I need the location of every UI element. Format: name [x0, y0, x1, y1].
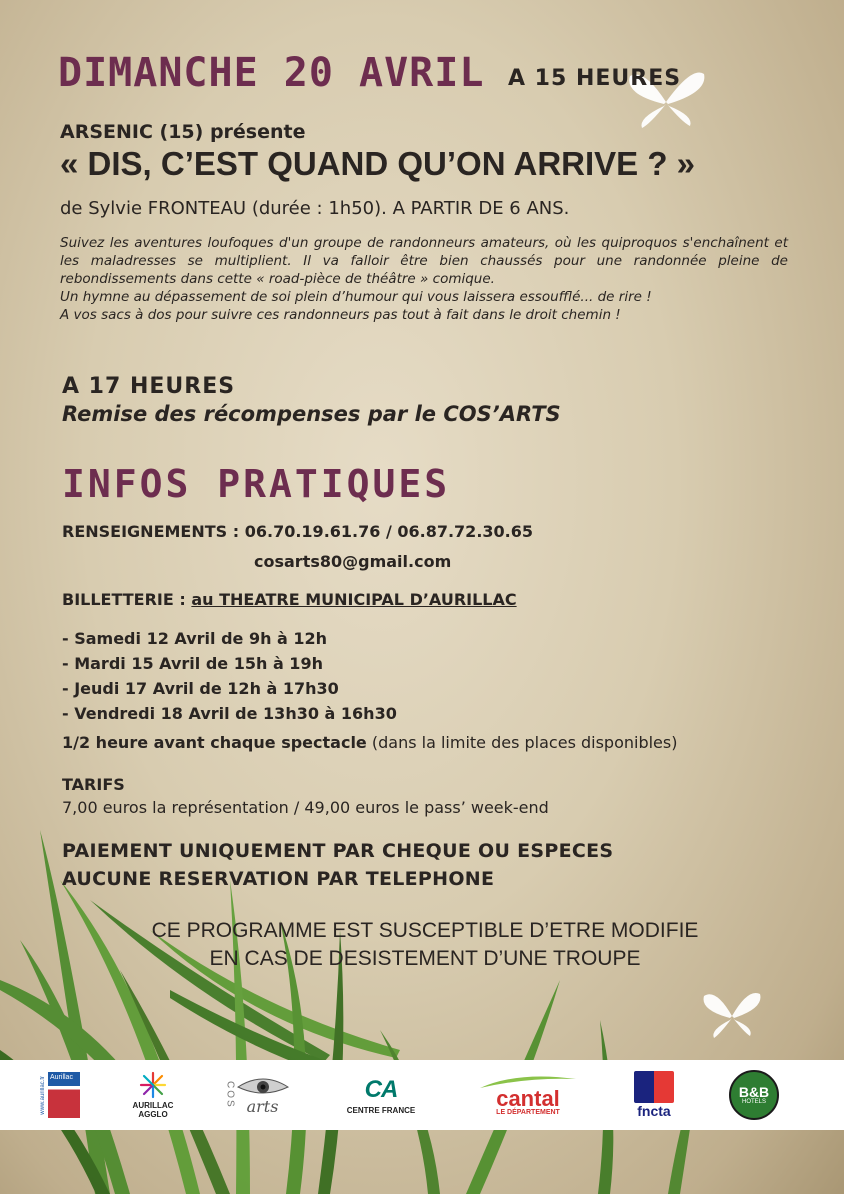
- billetterie-place: au THEATRE MUNICIPAL D’AURILLAC: [191, 590, 517, 609]
- aurillac-emblem: [48, 1072, 80, 1118]
- aurillac-agglo-logo: [128, 1068, 178, 1122]
- cantal-subtitle: LE DÉPARTEMENT: [496, 1108, 560, 1116]
- award-description: Remise des récompenses par le COS’ARTS: [62, 402, 561, 426]
- fncta-emblem: [634, 1071, 674, 1103]
- billetterie-line: [62, 590, 517, 609]
- before-show-rest: (dans la limite des places disponibles): [366, 733, 678, 752]
- ca-mark: CA: [364, 1075, 398, 1103]
- ca-caption: CENTRE FRANCE: [346, 1105, 416, 1115]
- synopsis-paragraph: Un hymne au dépassement de soi plein d’humour qui vous laissera essoufflé... de rire !: [60, 289, 652, 305]
- event-time: A 15 HEURES: [508, 66, 682, 91]
- schedule-item: - Samedi 12 Avril de 9h à 12h: [62, 629, 328, 648]
- tarifs-value: 7,00 euros la représentation / 49,00 euros le pass’ week-end: [62, 798, 549, 817]
- credit-agricole-logo: [336, 1068, 426, 1122]
- before-show-bold: 1/2 heure avant chaque spectacle: [62, 733, 367, 752]
- email-address[interactable]: cosarts80@gmail.com: [254, 552, 452, 571]
- notice-line: CE PROGRAMME EST SUSCEPTIBLE D’ETRE MODIFIE: [151, 919, 699, 942]
- cos-text: COS: [224, 1081, 236, 1109]
- renseignements-line: [62, 522, 533, 541]
- agglo-line-2: AGGLO: [138, 1110, 168, 1119]
- show-title: « DIS, C’EST QUAND QU’ON ARRIVE ? »: [60, 145, 696, 182]
- notice-line: EN CAS DE DESISTEMENT D’UNE TROUPE: [209, 947, 641, 970]
- bb-mark: B&B: [738, 1084, 770, 1100]
- aurillac-name: Aurillac: [50, 1074, 73, 1081]
- show-credits: de Sylvie FRONTEAU (durée : 1h50). A PARTIR DE 6 ANS.: [60, 198, 570, 219]
- billetterie-label: BILLETTERIE :: [62, 590, 186, 609]
- synopsis-paragraph: Suivez les aventures loufoques d'un groupe de randonneurs amateurs, où les quiproquos s'enchaînent et les maladresses se multiplient. Il va falloir être bien chaussés pour une randonnée pleine de rebondissements dans cette « road-pièce de théâtre » comique.: [60, 235, 788, 287]
- tarifs-label: TARIFS: [62, 775, 125, 794]
- schedule-item: - Mardi 15 Avril de 15h à 19h: [62, 654, 323, 673]
- schedule-item: - Vendredi 18 Avril de 13h30 à 16h30: [62, 704, 397, 723]
- sponsor-logo-band: [0, 1060, 844, 1130]
- cos-arts-logo: [222, 1068, 292, 1122]
- cantal-logo: [474, 1068, 582, 1122]
- program-change-notice: [60, 917, 790, 973]
- schedule-item: - Jeudi 17 Avril de 12h à 17h30: [62, 679, 339, 698]
- before-show-line: [62, 733, 677, 752]
- reservation-notice: AUCUNE RESERVATION PAR TELEPHONE: [62, 868, 495, 890]
- fncta-logo: [628, 1068, 680, 1122]
- sunburst-icon: [138, 1071, 168, 1099]
- bb-badge: [729, 1070, 779, 1120]
- agglo-line-1: AURILLAC: [132, 1101, 174, 1110]
- bb-hotels-logo: [728, 1068, 780, 1122]
- phone-numbers: 06.70.19.61.76 / 06.87.72.30.65: [244, 522, 533, 541]
- presenter-line: ARSENIC (15) présente: [60, 121, 306, 143]
- renseignements-label: RENSEIGNEMENTS :: [62, 522, 240, 541]
- award-time: A 17 HEURES: [62, 374, 236, 399]
- fncta-word: fncta: [637, 1103, 671, 1119]
- eye-icon: [236, 1075, 290, 1097]
- synopsis-paragraph: A vos sacs à dos pour suivre ces randonneurs pas tout à fait dans le droit chemin !: [60, 307, 621, 323]
- bb-subtitle: HOTELS: [741, 1099, 766, 1105]
- aurillac-logo: [34, 1068, 86, 1122]
- infos-pratiques-heading: INFOS PRATIQUES: [62, 462, 451, 506]
- aurillac-url: www.aurillac.fr: [40, 1075, 46, 1115]
- synopsis: [60, 234, 788, 324]
- butterfly-icon: [700, 988, 764, 1044]
- event-date-heading: DIMANCHE 20 AVRIL: [58, 50, 485, 96]
- cantal-word: cantal: [496, 1085, 560, 1111]
- schedule-list: [62, 626, 397, 726]
- cos-arts-word: arts: [246, 1096, 279, 1116]
- payment-notice: PAIEMENT UNIQUEMENT PAR CHEQUE OU ESPECES: [62, 840, 614, 862]
